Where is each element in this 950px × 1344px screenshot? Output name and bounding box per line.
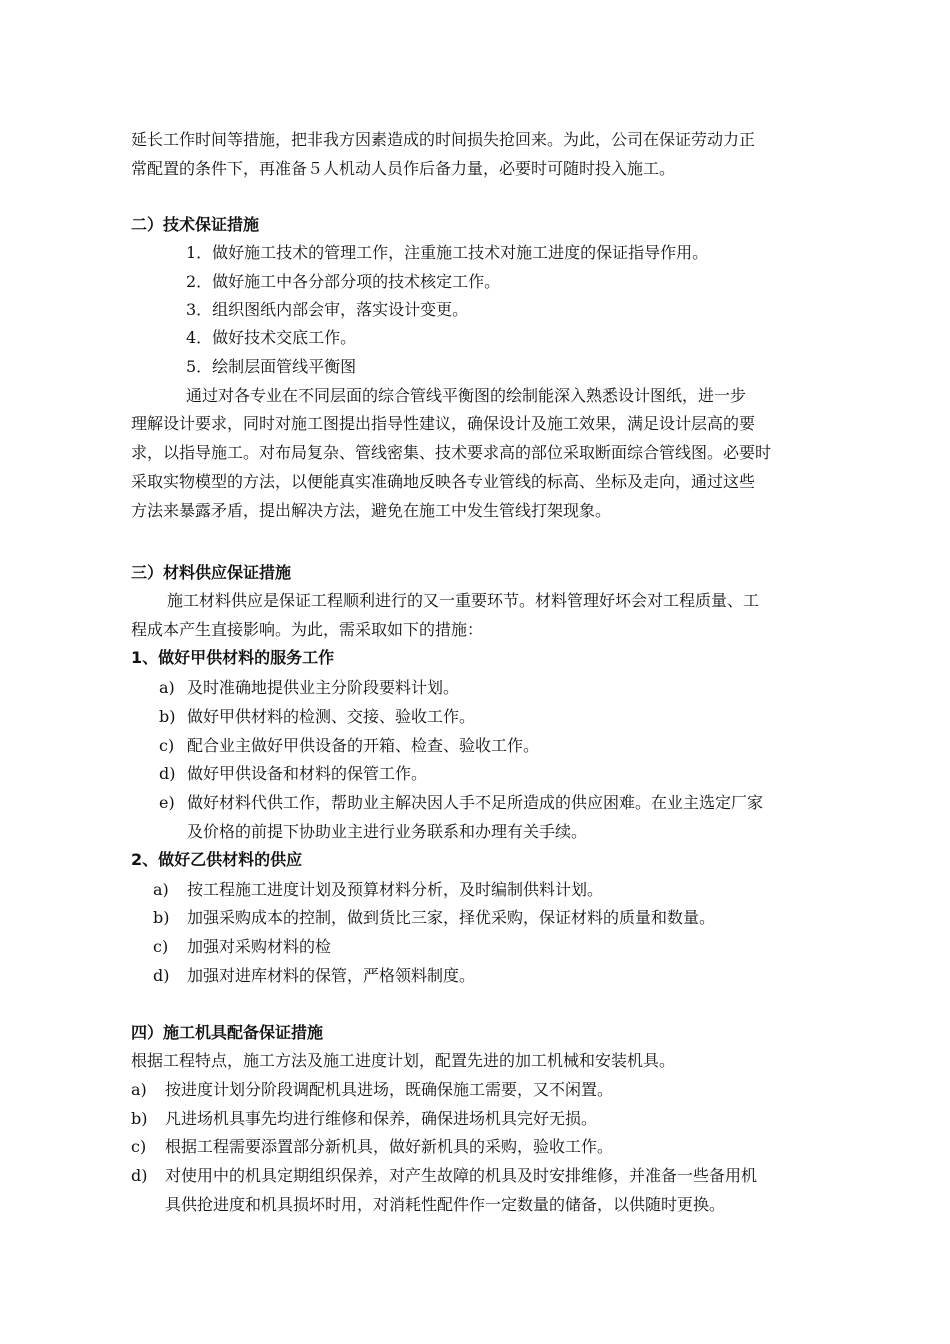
paragraph-line: 求，以指导施工。对布局复杂、管线密集、技术要求高的部位采取断面综合管线图。必要时 (131, 443, 772, 462)
list-item: 按进度计划分阶段调配机具进场，既确保施工需要，又不闲置。 (165, 1080, 614, 1099)
list-marker: c) (131, 1137, 147, 1156)
list-marker: d) (159, 764, 176, 783)
list-item: 3．组织图纸内部会审，落实设计变更。 (186, 300, 469, 319)
list-marker: b) (159, 707, 176, 726)
list-item: 5．绘制层面管线平衡图 (186, 357, 357, 376)
list-item: 根据工程需要添置部分新机具，做好新机具的采购，验收工作。 (165, 1137, 614, 1156)
list-item: 配合业主做好甲供设备的开箱、检查、验收工作。 (187, 736, 540, 755)
list-item: 4．做好技术交底工作。 (186, 328, 357, 347)
section-heading: 四）施工机具配备保证措施 (131, 1023, 324, 1042)
list-marker: e) (159, 793, 175, 812)
list-marker: a) (131, 1080, 147, 1099)
list-item: 2．做好施工中各分部分项的技术核定工作。 (186, 272, 501, 291)
list-item-continuation: 具供抢进度和机具损坏时用，对消耗性配件作一定数量的储备，以供随时更换。 (165, 1195, 726, 1214)
list-item: 做好甲供设备和材料的保管工作。 (187, 764, 428, 783)
list-marker: a) (153, 880, 169, 899)
paragraph-line: 方法来暴露矛盾，提出解决方法，避免在施工中发生管线打架现象。 (131, 501, 612, 520)
paragraph-line: 施工材料供应是保证工程顺利进行的又一重要环节。材料管理好坏会对工程质量、工 (167, 591, 760, 610)
paragraph-line: 通过对各专业在不同层面的综合管线平衡图的绘制能深入熟悉设计图纸，进一步 (186, 386, 747, 405)
list-item: 及时准确地提供业主分阶段要料计划。 (187, 678, 460, 697)
list-item: 对使用中的机具定期组织保养，对产生故障的机具及时安排维修，并准备一些备用机 (165, 1166, 758, 1185)
subsection-heading: 2、做好乙供材料的供应 (131, 850, 303, 869)
paragraph-line: 根据工程特点，施工方法及施工进度计划，配置先进的加工机械和安装机具。 (131, 1051, 676, 1070)
list-item-continuation: 及价格的前提下协助业主进行业务联系和办理有关手续。 (187, 822, 588, 841)
list-marker: d) (153, 966, 170, 985)
paragraph-line: 采取实物模型的方法，以便能真实准确地反映各专业管线的标高、坐标及走向，通过这些 (131, 472, 756, 491)
list-item: 做好材料代供工作，帮助业主解决因人手不足所造成的供应困难。在业主选定厂家 (187, 793, 764, 812)
list-item: 加强采购成本的控制，做到货比三家，择优采购，保证材料的质量和数量。 (187, 908, 716, 927)
subsection-heading: 1、做好甲供材料的服务工作 (131, 648, 335, 667)
section-heading: 三）材料供应保证措施 (131, 563, 292, 582)
list-item: 加强对采购材料的检 (187, 937, 332, 956)
list-item: 按工程施工进度计划及预算材料分析，及时编制供料计划。 (187, 880, 604, 899)
list-marker: d) (131, 1166, 148, 1185)
list-marker: b) (153, 908, 170, 927)
list-item: 加强对进库材料的保管，严格领料制度。 (187, 966, 476, 985)
list-marker: a) (159, 678, 175, 697)
intro-line: 常配置的条件下，再准备５人机动人员作后备力量，必要时可随时投入施工。 (131, 159, 676, 178)
list-marker: c) (159, 736, 175, 755)
paragraph-line: 程成本产生直接影响。为此，需采取如下的措施： (131, 620, 484, 639)
list-item: 凡进场机具事先均进行维修和保养，确保进场机具完好无损。 (165, 1109, 598, 1128)
intro-line: 延长工作时间等措施，把非我方因素造成的时间损失抢回来。为此，公司在保证劳动力正 (131, 130, 756, 149)
list-item: 做好甲供材料的检测、交接、验收工作。 (187, 707, 476, 726)
list-marker: b) (131, 1109, 148, 1128)
list-item: 1．做好施工技术的管理工作，注重施工技术对施工进度的保证指导作用。 (186, 243, 709, 262)
list-marker: c) (153, 937, 169, 956)
paragraph-line: 理解设计要求，同时对施工图提出指导性建议，确保设计及施工效果，满足设计层高的要 (131, 414, 756, 433)
section-heading: 二）技术保证措施 (131, 215, 260, 234)
